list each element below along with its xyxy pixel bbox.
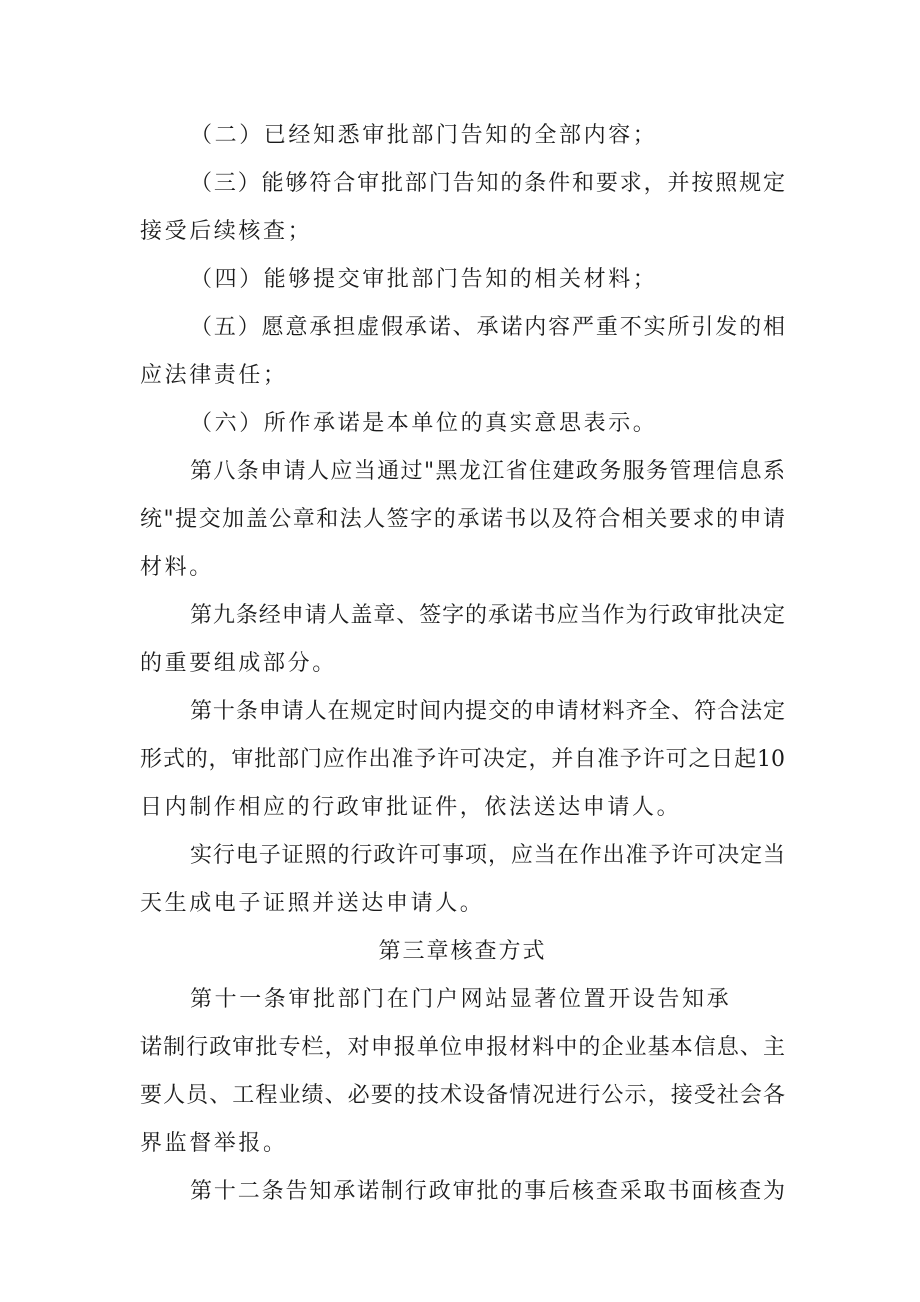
e-license-line-2: 天生成电子证照并送达申请人。 <box>140 891 485 916</box>
clause-5-line-2: 应法律责任； <box>140 363 288 388</box>
chapter-3-heading: 第三章核查方式 <box>378 939 547 964</box>
article-9-line-2: 的重要组成部分。 <box>140 651 337 676</box>
article-8-line-1: 第八条申请人应当通过"黑龙江省住建政务服务管理信息系 <box>190 459 785 484</box>
article-9-line-1: 第九条经申请人盖章、签字的承诺书应当作为行政审批决定 <box>190 603 785 628</box>
clause-2-line: （二）已经知悉审批部门告知的全部内容； <box>190 123 658 148</box>
article-10-line-1: 第十条申请人在规定时间内提交的申请材料齐全、符合法定 <box>190 699 785 724</box>
article-12-line-1: 第十二条告知承诺制行政审批的事后核查采取书面核查为 <box>190 1179 785 1204</box>
clause-3-line-1: （三）能够符合审批部门告知的条件和要求，并按照规定 <box>190 171 785 196</box>
article-11-line-2: 诺制行政审批专栏，对申报单位申报材料中的企业基本信息、主 <box>140 1035 785 1060</box>
article-11-line-4: 界监督举报。 <box>140 1131 288 1156</box>
article-8-line-3: 材料。 <box>140 555 214 580</box>
article-10-line-2: 形式的，审批部门应作出准予许可决定，并自准予许可之日起10 <box>140 747 785 772</box>
article-8-line-2: 统"提交加盖公章和法人签字的承诺书以及符合相关要求的申请 <box>140 507 785 532</box>
article-11-line-3: 要人员、工程业绩、必要的技术设备情况进行公示，接受社会各 <box>140 1083 785 1108</box>
article-11-line-1: 第十一条审批部门在门户网站显著位置开设告知承 <box>190 987 732 1012</box>
clause-4-line: （四）能够提交审批部门告知的相关材料； <box>190 267 658 292</box>
e-license-line-1: 实行电子证照的行政许可事项，应当在作出准予许可决定当 <box>190 843 785 868</box>
clause-5-line-1: （五）愿意承担虚假承诺、承诺内容严重不实所引发的相 <box>190 315 785 340</box>
clause-3-line-2: 接受后续核查； <box>140 219 313 244</box>
article-10-line-3: 日内制作相应的行政审批证件，依法送达申请人。 <box>140 795 682 820</box>
clause-6-line: （六）所作承诺是本单位的真实意思表示。 <box>190 411 658 436</box>
